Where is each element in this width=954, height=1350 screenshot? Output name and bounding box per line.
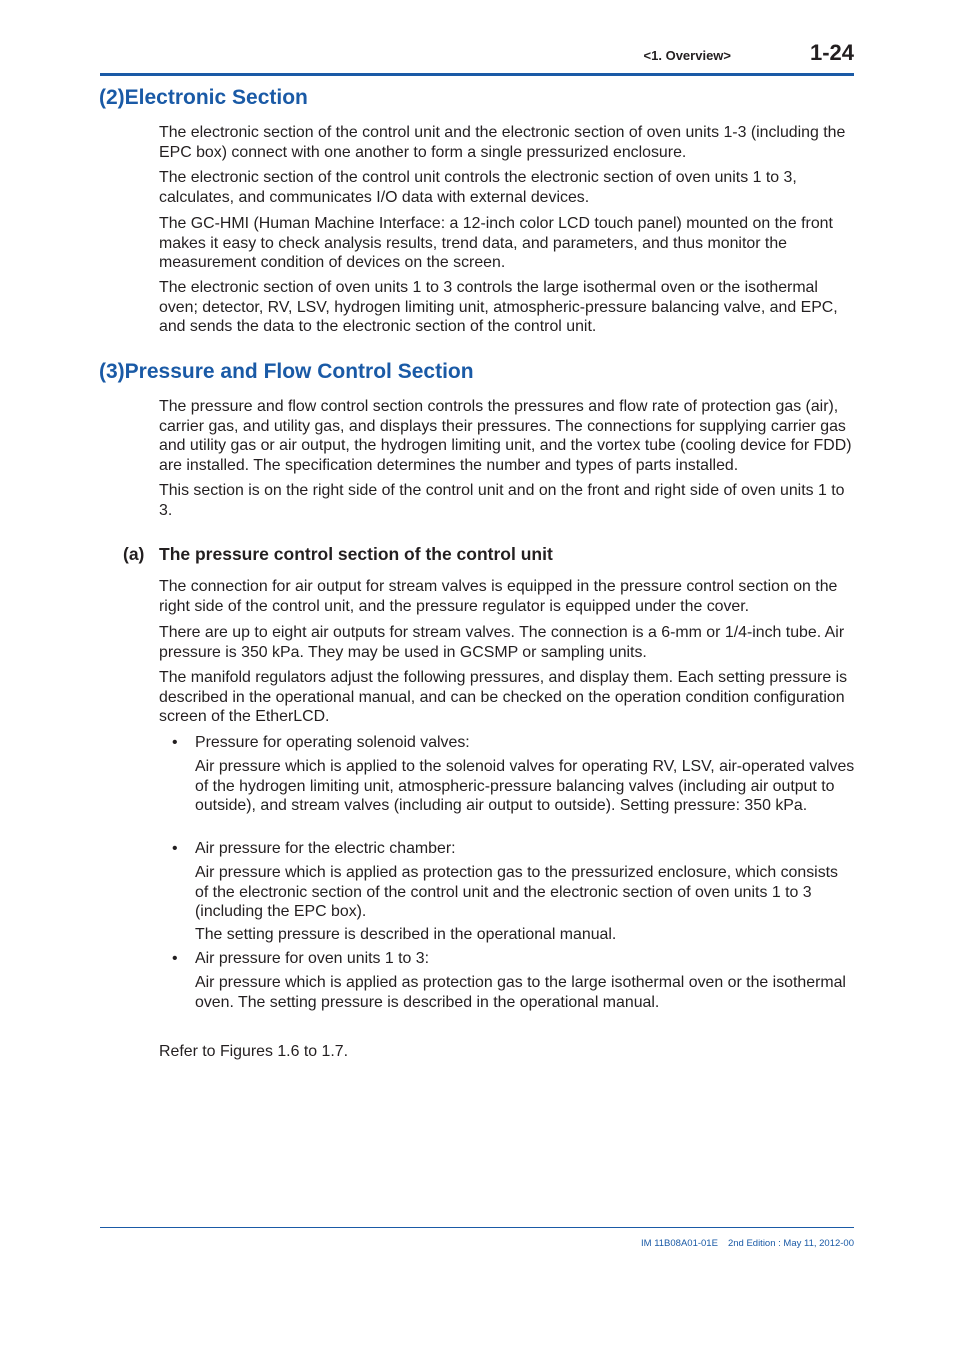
document-id: IM 11B08A01-01E	[641, 1238, 718, 1249]
bullet-label: Air pressure for the electric chamber:	[195, 840, 456, 857]
paragraph: The GC-HMI (Human Machine Interface: a 12-inch color LCD touch panel) mounted on the front makes it easy to check analysis results, trend data, and parameters, and thus monitor the measurement condition of devices on the screen.	[159, 215, 833, 271]
bullet-label: Air pressure for oven units 1 to 3:	[195, 950, 430, 967]
bullet-detail: Air pressure which is applied as protection gas to the pressurized enclosure, which consists of the electronic section of the control unit and the electronic section of oven units 1 to 3 (including the EPC box).	[195, 864, 839, 920]
footer-divider	[100, 1227, 854, 1228]
figure-reference: Refer to Figures 1.6 to 1.7.	[159, 1043, 349, 1060]
paragraph: The electronic section of the control unit and the electronic section of oven units 1-3 (including the EPC box) connect with one another to form a single pressurized enclosure.	[159, 124, 846, 161]
paragraph: The connection for air output for stream valves is equipped in the pressure control section on the right side of the control unit, and the pressure regulator is equipped under the cover.	[159, 578, 838, 615]
subsection-heading-a	[123, 544, 553, 565]
chapter-label: <1. Overview>	[643, 48, 731, 63]
paragraph: There are up to eight air outputs for stream valves. The connection is a 6-mm or 1/4-inch tube. Air pressure is 350 kPa. They may be used in GCSMP or sampling units.	[159, 624, 845, 661]
page-number: 1-24	[809, 40, 854, 65]
subsection-number: (a)	[123, 544, 145, 564]
bullet-detail: The setting pressure is described in the operational manual.	[195, 926, 617, 943]
bullet-detail: Air pressure which is applied as protection gas to the large isothermal oven or the isothermal oven. The setting pressure is described in the operational manual.	[195, 974, 846, 1011]
paragraph: The electronic section of the control unit controls the electronic section of oven units 1 to 3, calculates, and communicates I/O data with external devices.	[159, 169, 797, 206]
bullet-marker: •	[172, 734, 178, 751]
bullet-detail: Air pressure which is applied to the solenoid valves for operating RV, LSV, air-operated valves of the hydrogen limiting unit, atmospheric-pressure balancing valves (including air output to outside), and stream valves (including air output to outside). Setting pressure: 350 kPa.	[195, 758, 855, 814]
header-divider	[100, 73, 854, 76]
bullet-label: Pressure for operating solenoid valves:	[195, 734, 470, 751]
subsection-title: The pressure control section of the control unit	[159, 544, 553, 564]
paragraph: The manifold regulators adjust the following pressures, and display them. Each setting pressure is described in the operational manual, and can be checked on the operation condition configuration screen of the EtherLCD.	[159, 669, 848, 725]
paragraph: The pressure and flow control section controls the pressures and flow rate of protection gas (air), carrier gas, and utility gas, and displays their pressures. The connections for supplying carrier gas and utility gas or air output, the hydrogen limiting unit, and the vortex tube (cooling device for FDD) are installed. The specification determines the number and types of parts installed.	[159, 398, 852, 474]
paragraph: This section is on the right side of the control unit and on the front and right side of oven units 1 to 3.	[159, 482, 845, 519]
paragraph: The electronic section of oven units 1 to 3 controls the large isothermal oven or the isothermal oven; detector, RV, LSV, hydrogen limiting unit, atmospheric-pressure balancing valve, and EPC, and sends the data to the electronic section of the control unit.	[159, 279, 838, 335]
section-heading-electronic: (2)Electronic Section	[99, 86, 308, 109]
edition-label: 2nd Edition : May 11, 2012-00	[727, 1238, 854, 1249]
section-heading-pressure-flow: (3)Pressure and Flow Control Section	[99, 360, 474, 383]
bullet-marker: •	[172, 840, 178, 857]
bullet-marker: •	[172, 950, 178, 967]
